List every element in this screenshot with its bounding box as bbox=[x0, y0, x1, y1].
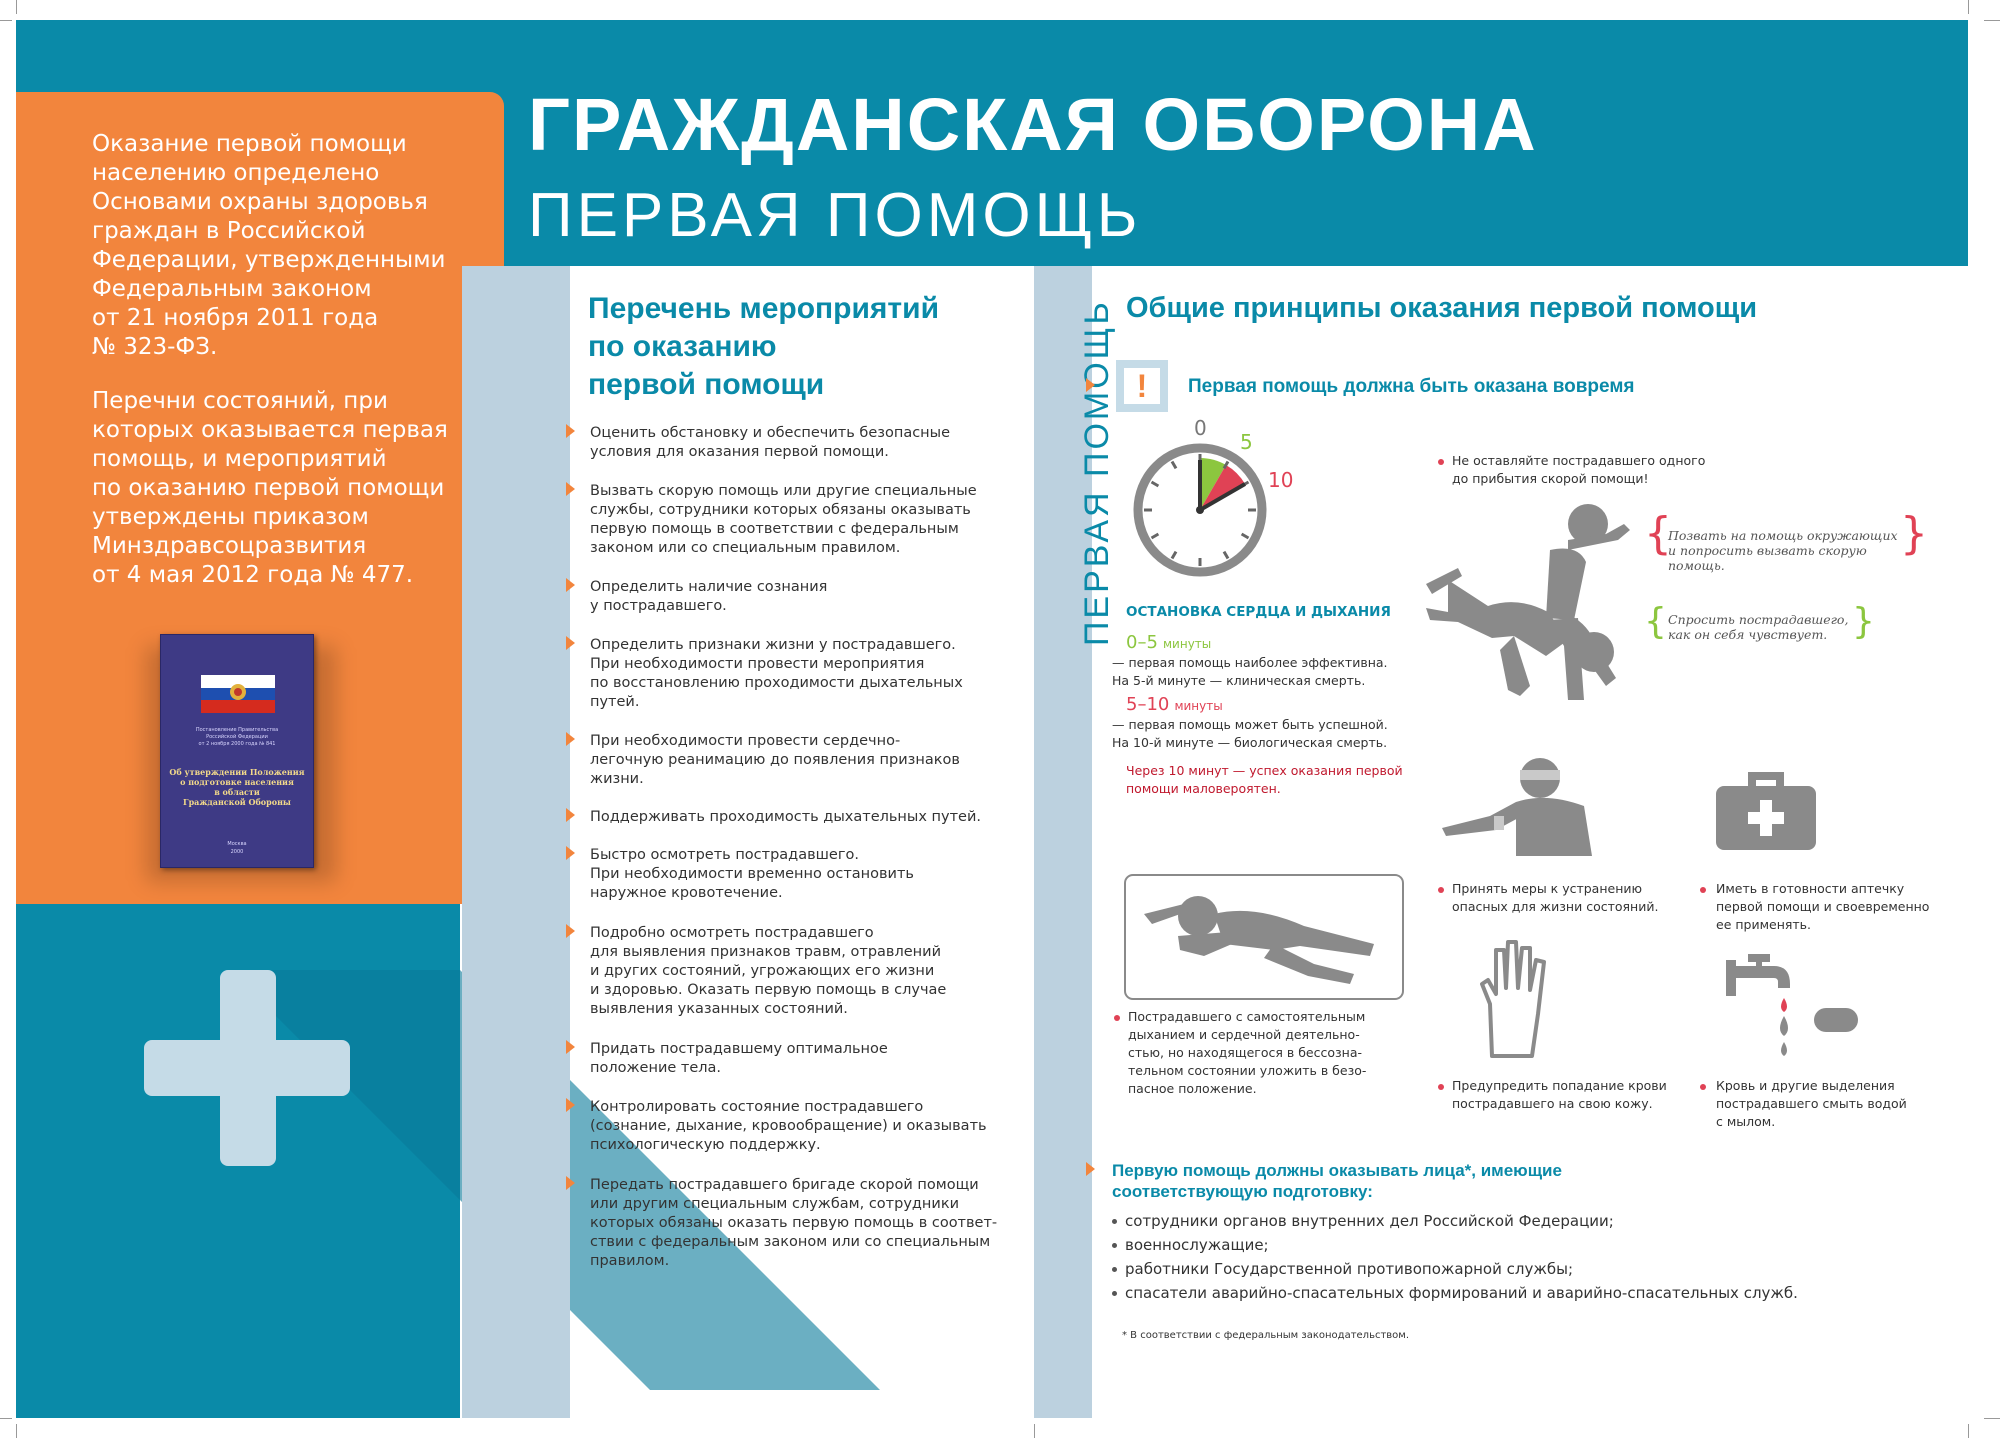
dont-leave-text: Не оставляйте пострадавшего одного до прибытия скорой помощи! bbox=[1452, 453, 1706, 486]
wash-blood-text: Кровь и другие выделения пострадавшего смыть водой с мылом. bbox=[1716, 1078, 1907, 1129]
range-1-label bbox=[1126, 632, 1211, 653]
list-column-bar bbox=[462, 266, 570, 1418]
bullet-dot bbox=[1112, 1291, 1117, 1296]
measure-item-1: Оценить обстановку и обеспечить безопасные условия для оказания первой помощи. bbox=[590, 425, 951, 460]
crop-mark bbox=[1034, 1424, 1035, 1438]
arrow-marker-icon bbox=[566, 1176, 575, 1190]
vertical-label-text: ПЕРВАЯ ПОМОЩЬ bbox=[1078, 299, 1116, 646]
exclamation-icon bbox=[1116, 360, 1168, 412]
trained-person-item bbox=[1112, 1260, 1573, 1278]
bandaged-person-icon bbox=[1436, 756, 1596, 856]
brace-right-icon: } bbox=[1900, 508, 1928, 559]
clock-label-0: 0 bbox=[1194, 416, 1207, 440]
glove-icon bbox=[1478, 938, 1548, 1058]
bullet-dot bbox=[1112, 1243, 1117, 1248]
range-1-text: — первая помощь наиболее эффективна. На 5-й минуте — клиническая смерть. bbox=[1112, 655, 1388, 688]
avoid-blood-text: Предупредить попадание крови пострадавшего на свою кожу. bbox=[1452, 1078, 1667, 1111]
range-1-value: 0–5 bbox=[1126, 632, 1158, 653]
soap-label: мыло bbox=[1820, 1032, 1852, 1043]
measure-item-9: Придать пострадавшему оптимальное положение тела. bbox=[590, 1041, 888, 1076]
crop-mark bbox=[1968, 1424, 1969, 1438]
ask-victim-text: Спросить пострадавшего, как он себя чувствует. bbox=[1668, 612, 1849, 642]
first-aid-kit-icon bbox=[1714, 768, 1818, 852]
trained-person-item bbox=[1112, 1236, 1269, 1254]
trained-person-text: спасатели аварийно-спасательных формирований и аварийно-спасательных служб. bbox=[1125, 1284, 1798, 1302]
bullet-dot bbox=[1112, 1219, 1117, 1224]
crop-mark bbox=[1984, 20, 2000, 21]
measure-item-4: Определить признаки жизни у пострадавшего. При необходимости провести мероприятия по восстановлению проходимости дыхательных путей. bbox=[590, 637, 963, 710]
measure-item-11: Передать пострадавшего бригаде скорой помощи или другим специальным службам, сотрудники которых обязаны оказать первую помощь в соответ- ствии с федеральным законом или со специальным правилом. bbox=[590, 1177, 998, 1269]
crop-mark bbox=[0, 20, 12, 21]
range-2-unit: минуты bbox=[1174, 699, 1223, 713]
arrow-marker-icon bbox=[566, 482, 575, 496]
bullet-dot bbox=[1700, 887, 1706, 893]
legal-paragraph-1: Оказание первой помощи населению определено Основами охраны здоровья граждан в Российской Федерации, утвержденными Федеральным законом от 21 ноября 2011 года № 323-ФЗ. bbox=[92, 131, 446, 360]
measures-heading: Перечень мероприятий по оказанию первой помощи bbox=[588, 292, 940, 401]
measure-item-7: Быстро осмотреть пострадавшего. При необходимости временно остановить наружное кровотечение. bbox=[590, 847, 914, 901]
clock-label-5: 5 bbox=[1240, 430, 1253, 454]
legal-basis-text bbox=[92, 130, 472, 615]
brace-left-icon: { bbox=[1644, 601, 1667, 642]
arrow-marker-icon bbox=[566, 578, 575, 592]
clock-label-10: 10 bbox=[1268, 468, 1294, 492]
trained-person-text: сотрудники органов внутренних дел Российской Федерации; bbox=[1125, 1212, 1614, 1230]
arrow-marker-icon bbox=[566, 636, 575, 650]
book-city: Москва bbox=[227, 841, 247, 847]
russian-flag-icon bbox=[201, 675, 275, 713]
call-help-text: Позвать на помощь окружающих и попросить вызвать скорую помощь. bbox=[1668, 528, 1898, 573]
recovery-position-text: Пострадавшего с самостоятельным дыханием и сердечной деятельно- стью, но находящегося в бессозна- тельном состоянии уложить в безо- пасное положение. bbox=[1128, 1009, 1367, 1096]
arrow-marker-icon bbox=[566, 1040, 575, 1054]
trained-persons-heading: Первую помощь должны оказывать лица*, имеющие соответствующую подготовку: bbox=[1112, 1161, 1562, 1201]
measure-item-3: Определить наличие сознания у пострадавшего. bbox=[590, 579, 828, 614]
regulation-book-image bbox=[160, 634, 314, 868]
page-subtitle: ПЕРВАЯ ПОМОЩЬ bbox=[528, 181, 1142, 250]
range-2-label bbox=[1126, 694, 1223, 715]
measure-item-10: Контролировать состояние пострадавшего (сознание, дыхание, кровообращение) и оказывать психологическую поддержку. bbox=[590, 1099, 987, 1153]
crop-mark bbox=[1984, 1418, 2000, 1419]
arrow-marker-icon bbox=[1086, 378, 1095, 392]
arrow-marker-icon bbox=[566, 732, 575, 746]
range-1-unit: минуты bbox=[1163, 637, 1212, 651]
bullet-dot bbox=[1438, 887, 1444, 893]
book-top-text: Постановление Правительства Российской Федерации от 2 ноября 2000 года № 841 bbox=[195, 727, 279, 747]
bullet-dot bbox=[1112, 1267, 1117, 1272]
brace-left-icon: { bbox=[1644, 508, 1672, 559]
brace-right-icon: } bbox=[1852, 601, 1875, 642]
bullet-dot bbox=[1700, 1084, 1706, 1090]
timely-heading: Первая помощь должна быть оказана вовремя bbox=[1188, 376, 1635, 397]
range-2-text: — первая помощь может быть успешной. На 10-й минуте — биологическая смерть. bbox=[1112, 717, 1388, 750]
vertical-section-label bbox=[1030, 280, 1116, 660]
arrow-marker-icon bbox=[566, 808, 575, 822]
footnote: * В соответствии с федеральным законодательством. bbox=[1122, 1330, 1410, 1341]
trained-person-text: работники Государственной противопожарной службы; bbox=[1125, 1260, 1574, 1278]
legal-paragraph-2: Перечни состояний, при которых оказывается первая помощь, и мероприятий по оказанию первой помощи утверждены приказом Минздравсоцразвития от 4 мая 2012 года № 477. bbox=[92, 388, 448, 588]
first-aid-kit-text: Иметь в готовности аптечку первой помощи и своевременно ее применять. bbox=[1716, 881, 1930, 932]
arrow-marker-icon bbox=[566, 424, 575, 438]
principles-heading: Общие принципы оказания первой помощи bbox=[1126, 292, 1758, 324]
book-title: Об утверждении Положения о подготовке населения в области Гражданской Обороны bbox=[169, 767, 305, 807]
clock-icon bbox=[1130, 440, 1270, 580]
trained-person-text: военнослужащие; bbox=[1125, 1236, 1269, 1254]
bullet-dot bbox=[1438, 1084, 1444, 1090]
eliminate-danger-text: Принять меры к устранению опасных для жизни состояний. bbox=[1452, 881, 1659, 914]
bullet-dot bbox=[1114, 1015, 1120, 1021]
recovery-position-icon bbox=[1124, 874, 1404, 1000]
trained-person-item bbox=[1112, 1284, 1798, 1302]
crop-mark bbox=[1968, 0, 1969, 14]
crop-mark bbox=[0, 1418, 12, 1419]
cardiac-arrest-heading: ОСТАНОВКА СЕРДЦА И ДЫХАНИЯ bbox=[1126, 604, 1391, 620]
book-year: 2000 bbox=[230, 849, 244, 855]
measure-item-6: Поддерживать проходимость дыхательных путей. bbox=[590, 809, 982, 825]
exclamation-mark: ! bbox=[1124, 368, 1160, 404]
crop-mark bbox=[16, 0, 17, 14]
warning-text: Через 10 минут — успех оказания первой помощи маловероятен. bbox=[1126, 763, 1403, 796]
arrow-marker-icon bbox=[1086, 1162, 1095, 1176]
arrow-marker-icon bbox=[566, 846, 575, 860]
rescuer-helping-victim-icon bbox=[1418, 500, 1638, 720]
measure-item-8: Подробно осмотреть пострадавшего для выявления признаков травм, отравлений и других состояний, угрожающих его жизни и здоровью. Оказать первую помощь в случае выявления указанных состояний. bbox=[590, 925, 947, 1017]
trained-person-item bbox=[1112, 1212, 1614, 1230]
bullet-dot bbox=[1438, 459, 1444, 465]
range-2-value: 5–10 bbox=[1126, 694, 1170, 715]
arrow-marker-icon bbox=[566, 1098, 575, 1112]
crop-mark bbox=[16, 1424, 17, 1438]
arrow-marker-icon bbox=[566, 924, 575, 938]
page-title: ГРАЖДАНСКАЯ ОБОРОНА bbox=[528, 83, 1538, 166]
water-faucet-icon bbox=[1722, 952, 1862, 1072]
plus-cross-icon bbox=[140, 970, 350, 1180]
measure-item-2: Вызвать скорую помощь или другие специальные службы, сотрудники которых обязаны оказывать первую помощь в соответствии с федеральным законом или со специальным правилом. bbox=[590, 483, 977, 556]
measure-item-5: При необходимости провести сердечно- легочную реанимацию до появления признаков жизни. bbox=[590, 733, 960, 787]
